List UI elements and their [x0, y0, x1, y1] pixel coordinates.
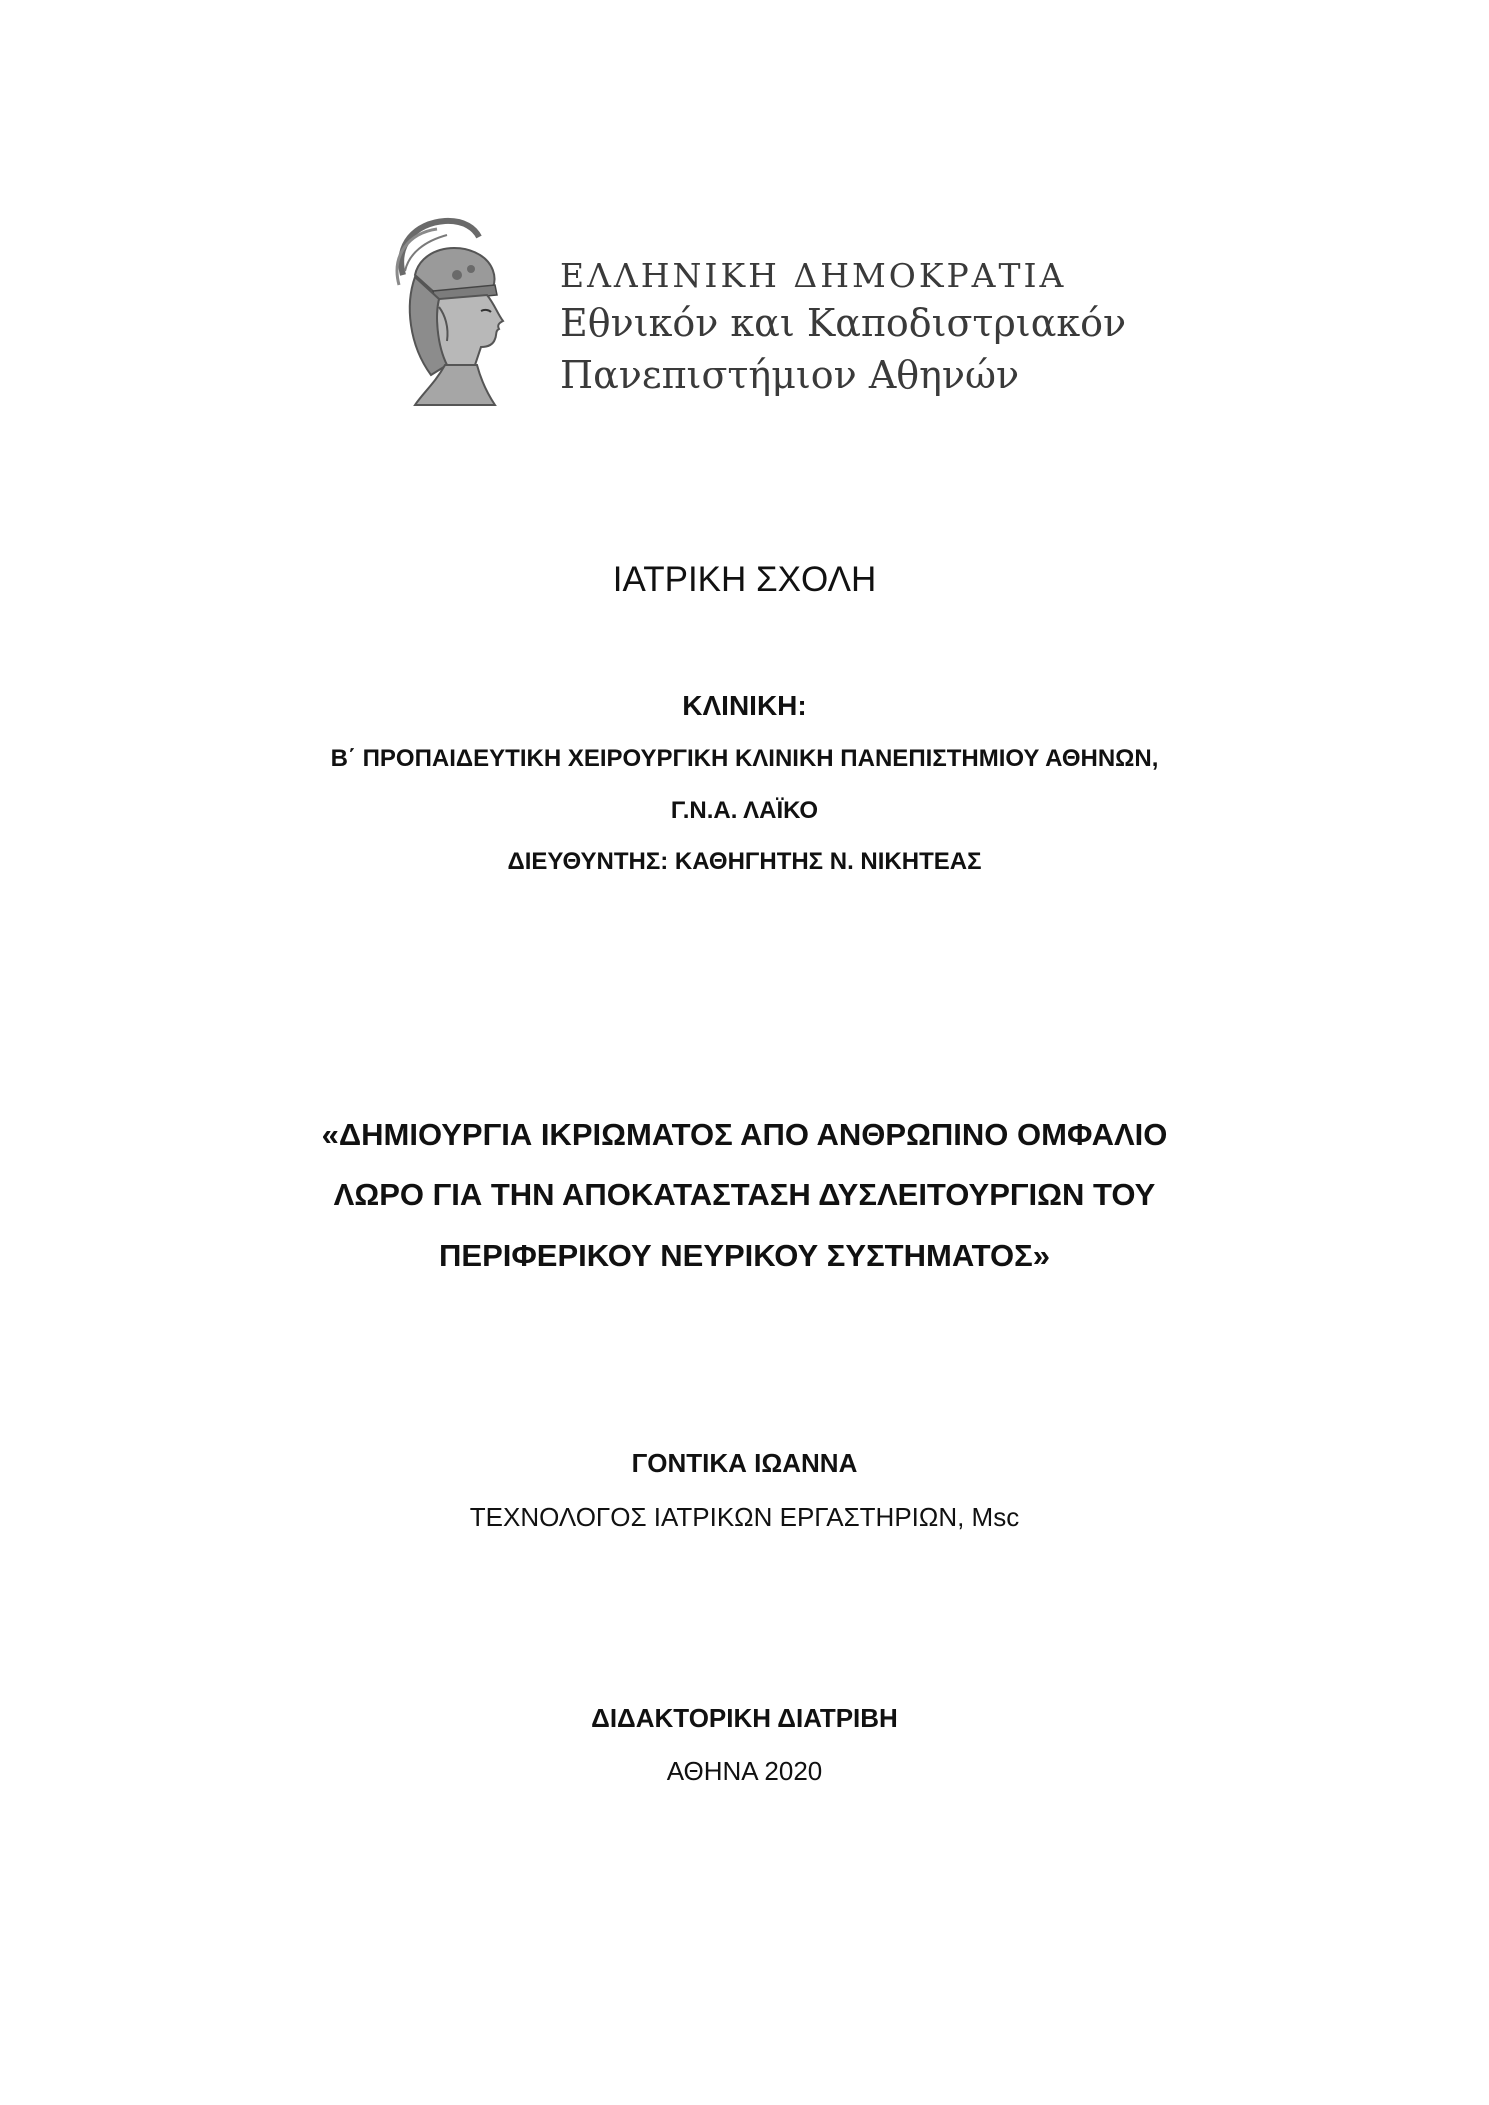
clinic-label: ΚΛΙΝΙΚΗ: [682, 690, 807, 721]
university-name-line2: Πανεπιστήμιον Αθηνών [560, 353, 1020, 397]
author-role: ΤΕΧΝΟΛΟΓΟΣ ΙΑΤΡΙΚΩΝ ΕΡΓΑΣΤΗΡΙΩΝ, Msc [469, 1502, 1020, 1532]
author-name: ΓΟΝΤΙΚΑ ΙΩΑΝΝΑ [631, 1448, 858, 1478]
clinic-director: ΔΙΕΥΘΥΝΤΗΣ: ΚΑΘΗΓΗΤΗΣ Ν. ΝΙΚΗΤΕΑΣ [507, 848, 982, 875]
university-name-block [560, 255, 1126, 401]
university-name-line1: Εθνικόν και Καποδιστριακόν [560, 301, 1127, 345]
thesis-title-line2: ΛΩΡΟ ΓΙΑ ΤΗΝ ΑΠΟΚΑΤΑΣΤΑΣΗ ΔΥΣΛΕΙΤΟΥΡΓΙΩΝ ΤΟΥ [333, 1177, 1156, 1212]
university-header [375, 215, 1175, 415]
thesis-title-line3: ΠΕΡΙΦΕΡΙΚΟΥ ΝΕΥΡΙΚΟΥ ΣΥΣΤΗΜΑΤΟΣ» [439, 1238, 1050, 1273]
country-name: ΕΛΛΗΝΙΚΗ ΔΗΜΟΚΡΑΤΙΑ [560, 256, 1067, 295]
thesis-title-line1: «ΔΗΜΙΟΥΡΓΙΑ ΙΚΡΙΩΜΑΤΟΣ ΑΠΟ ΑΝΘΡΩΠΙΝΟ ΟΜΦΑΛΙΟ [321, 1117, 1168, 1152]
clinic-name: Β΄ ΠΡΟΠΑΙΔΕΥΤΙΚΗ ΧΕΙΡΟΥΡΓΙΚΗ ΚΛΙΝΙΚΗ ΠΑΝΕΠΙΣΤΗΜΙΟΥ ΑΘΗΝΩΝ, [330, 745, 1159, 772]
athena-helmet-emblem-icon [375, 215, 525, 415]
school-name: ΙΑΤΡΙΚΗ ΣΧΟΛΗ [612, 560, 877, 599]
thesis-type: ΔΙΔΑΚΤΟΡΙΚΗ ΔΙΑΤΡΙΒΗ [591, 1703, 898, 1733]
place-year: ΑΘΗΝΑ 2020 [666, 1756, 823, 1786]
hospital-name: Γ.Ν.Α. ΛΑΪΚΟ [670, 797, 819, 824]
